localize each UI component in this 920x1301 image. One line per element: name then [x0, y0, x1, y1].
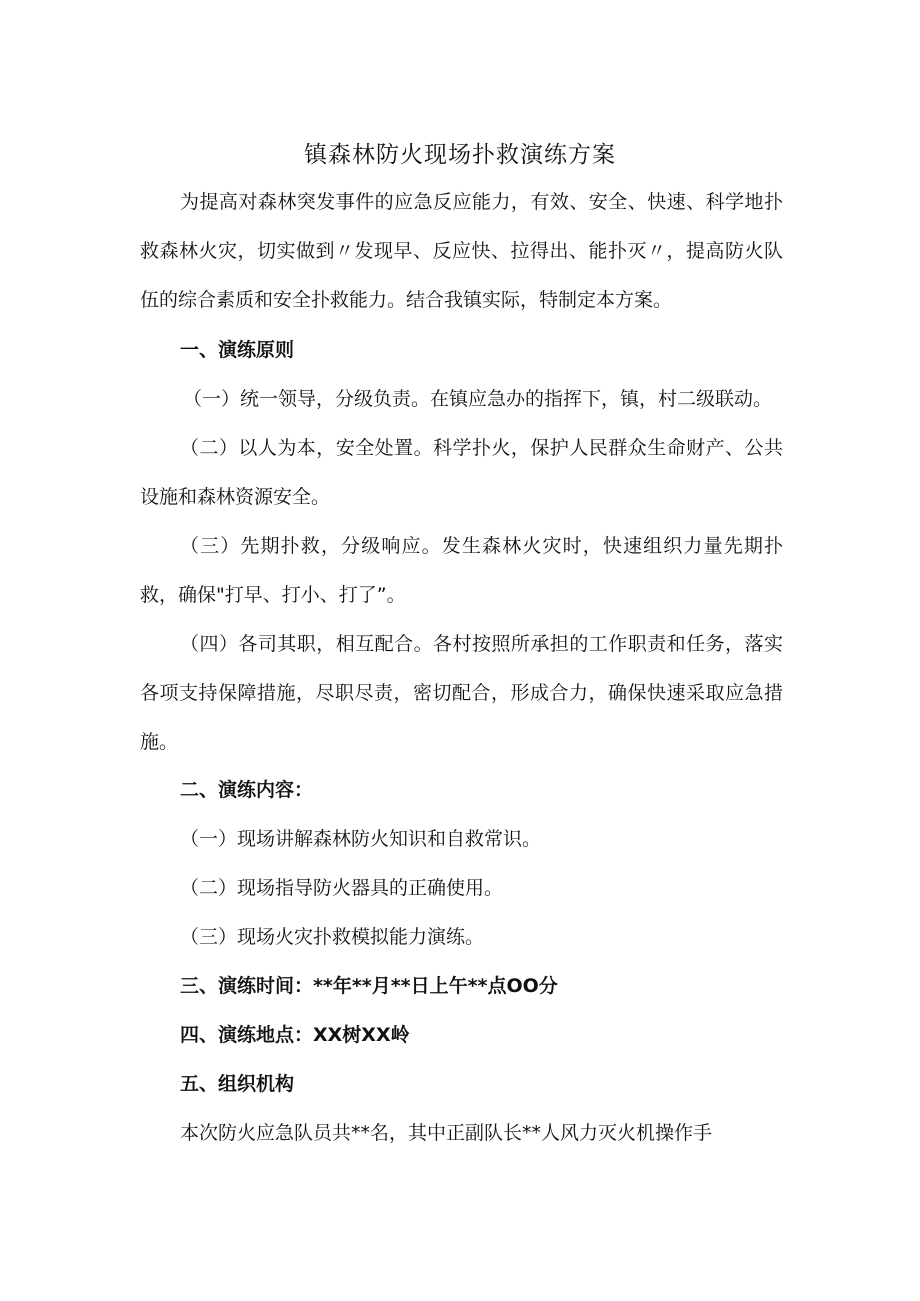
section4-heading: 四、演练地点：XX树XX岭 [180, 1024, 410, 1046]
section3-heading: 三、演练时间：**年**月**日上午**点OO分 [180, 975, 558, 997]
section1-item-3: （三）先期扑救，分级响应。发生森林火灾时，快速组织力量先期扑救，确保"打早、打小、打了”。 [140, 535, 783, 606]
section1-heading: 一、演练原则 [180, 339, 295, 361]
section2-item-3: （三）现场火灾扑救模拟能力演练。 [180, 926, 485, 948]
section2-item-2: （二）现场指导防火器具的正确使用。 [180, 877, 504, 899]
section5-heading: 五、组织机构 [180, 1073, 295, 1095]
section1-item-4: （四）各司其职，相互配合。各村按照所承担的工作职责和任务，落实各项支持保障措施，尽职尽责，密切配合，形成合力，确保快速采取应急措施。 [140, 633, 783, 753]
section1-item-1: （一）统一领导，分级负责。在镇应急办的指挥下，镇，村二级联动。 [183, 388, 773, 410]
section2-heading: 二、演练内容： [180, 779, 314, 801]
section2-item-1: （一）现场讲解森林防火知识和自救常识。 [180, 828, 542, 850]
section5-text: 本次防火应急队员共**名，其中正副队长**人风力灭火机操作手 [180, 1122, 713, 1144]
section1-item-2: （二）以人为本，安全处置。科学扑火，保护人民群众生命财产、公共设施和森林资源安全。 [140, 437, 783, 508]
document-title: 镇森林防火现场扑救演练方案 [304, 142, 616, 168]
intro-paragraph: 为提高对森林突发事件的应急反应能力，有效、安全、快速、科学地扑救森林火灾，切实做到〃发现早、反应快、拉得出、能扑灭〃，提高防火队伍的综合素质和安全扑救能力。结合我镇实际，特制定本方案。 [140, 191, 783, 311]
